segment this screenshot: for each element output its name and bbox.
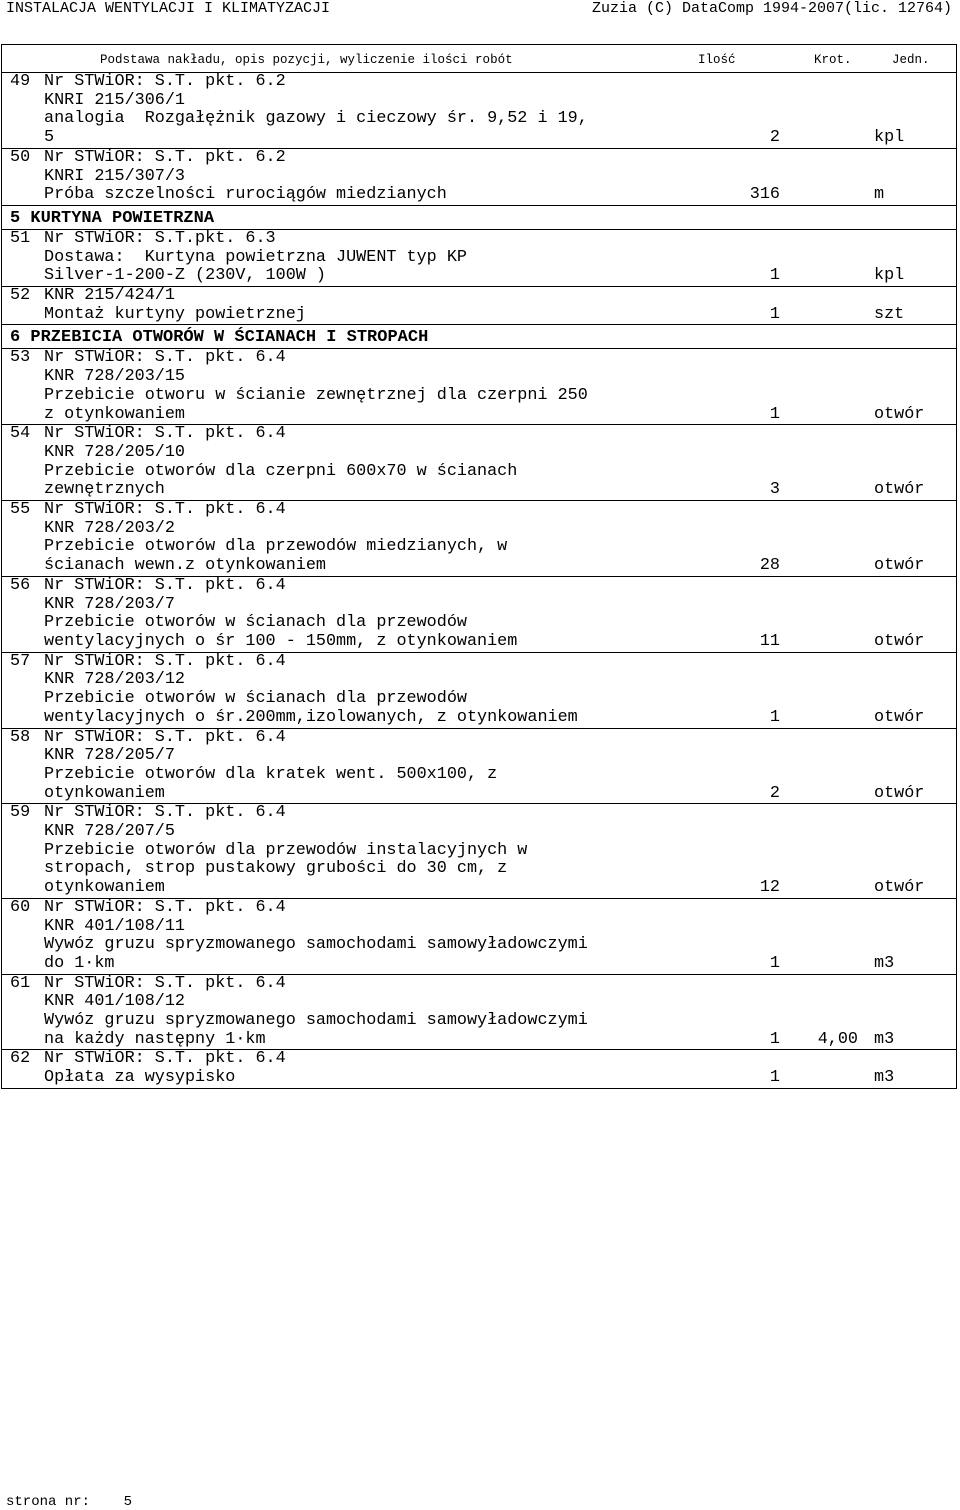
item-line: z otynkowaniem (44, 404, 185, 424)
item-line: Przebicie otworów dla przewodów miedzianych, w (44, 537, 508, 557)
cost-estimate-table (1, 72, 957, 1089)
item-line: KNR 401/108/11 (44, 916, 185, 936)
item-line: na każdy następny 1·km (44, 1029, 266, 1049)
item-line: KNR 728/205/7 (44, 746, 175, 766)
column-header (1, 44, 957, 72)
item-line: Montaż kurtyny powietrznej (44, 304, 306, 324)
item-line: Nr STWiOR: S.T. pkt. 6.2 (44, 147, 286, 167)
item-line: KNR 728/205/10 (44, 442, 185, 462)
item-line: Opłata za wysypisko (44, 1068, 236, 1088)
item-line: Przebicie otworów dla czerpni 600x70 w ścianach (44, 461, 518, 481)
item-line: Wywóz gruzu spryzmowanego samochodami samowyładowczymi (44, 935, 588, 955)
item-number: 50 (10, 147, 31, 167)
item-cell (2, 425, 956, 500)
page-number: 5 (123, 1494, 133, 1510)
document-header (0, 0, 960, 18)
item-line: KNR 728/203/7 (44, 594, 175, 614)
table-row (2, 287, 957, 325)
item-cell (2, 149, 956, 205)
item-line: Nr STWiOR: S.T. pkt. 6.2 (44, 72, 286, 91)
table-row (2, 148, 957, 205)
page-number-label: strona nr: (6, 1494, 91, 1510)
item-number: 55 (10, 500, 31, 520)
section-title: 5 KURTYNA POWIETRZNA (10, 208, 215, 228)
section-title: 6 PRZEBICIA OTWORÓW W ŚCIANACH I STROPACH (10, 328, 429, 348)
item-quantity: 1 (769, 304, 780, 324)
item-line: Nr STWiOR: S.T. pkt. 6.4 (44, 651, 286, 671)
item-unit: m3 (874, 1068, 895, 1088)
item-quantity: 2 (769, 783, 780, 803)
item-line: Wywóz gruzu spryzmowanego samochodami samowyładowczymi (44, 1011, 588, 1031)
item-line: do 1·km (44, 953, 115, 973)
table-row (2, 425, 957, 501)
item-number: 53 (10, 348, 31, 368)
table-row (2, 349, 957, 425)
item-unit: otwór (874, 707, 925, 727)
item-cell (2, 577, 956, 652)
item-line: Przebicie otworów dla przewodów instalacyjnych w (44, 840, 528, 860)
item-unit: otwór (874, 631, 925, 651)
item-cell (2, 349, 956, 424)
column-qty: Ilość (698, 53, 736, 67)
item-cell (2, 729, 956, 804)
item-line: KNRI 215/306/1 (44, 90, 185, 110)
item-cell (2, 653, 956, 728)
item-line: ścianach wewn.z otynkowaniem (44, 556, 326, 576)
item-unit: kpl (874, 266, 905, 286)
item-line: Przebicie otworów w ścianach dla przewodów (44, 613, 467, 633)
item-quantity: 1 (769, 707, 780, 727)
page-footer (6, 1494, 132, 1510)
item-unit: otwór (874, 783, 925, 803)
item-number: 62 (10, 1049, 31, 1069)
item-line: Nr STWiOR: S.T. pkt. 6.4 (44, 500, 286, 520)
item-line: Próba szczelności rurociągów miedzianych (44, 185, 447, 205)
table-row (2, 652, 957, 728)
item-number: 57 (10, 651, 31, 671)
item-quantity: 1 (769, 404, 780, 424)
item-line: KNR 728/203/12 (44, 670, 185, 690)
item-line: Nr STWiOR: S.T. pkt. 6.4 (44, 1049, 286, 1069)
item-quantity: 1 (769, 953, 780, 973)
table-row (2, 576, 957, 652)
item-line: Przebicie otworu w ścianie zewnętrznej dla czerpni 250 (44, 385, 588, 405)
table-row (2, 728, 957, 804)
item-line: otynkowaniem (44, 878, 165, 898)
item-line: zewnętrznych (44, 480, 165, 500)
item-quantity: 316 (749, 185, 780, 205)
item-quantity: 2 (769, 128, 780, 148)
item-number: 61 (10, 973, 31, 993)
item-multiplier: 4,00 (817, 1029, 858, 1049)
item-line: otynkowaniem (44, 783, 165, 803)
item-quantity: 1 (769, 1029, 780, 1049)
item-unit: otwór (874, 480, 925, 500)
item-unit: otwór (874, 556, 925, 576)
item-line: KNR 401/108/12 (44, 992, 185, 1012)
item-line: KNRI 215/307/3 (44, 166, 185, 186)
item-number: 59 (10, 803, 31, 823)
item-cell (2, 73, 956, 148)
item-line: 5 (44, 128, 55, 148)
item-unit: m (874, 185, 885, 205)
item-line: KNR 728/203/15 (44, 367, 185, 387)
column-desc: Podstawa nakładu, opis pozycji, wyliczenie ilości robót (100, 53, 513, 67)
item-line: Nr STWiOR: S.T. pkt. 6.4 (44, 897, 286, 917)
item-line: KNR 728/203/2 (44, 518, 175, 538)
item-line: Nr STWiOR: S.T.pkt. 6.3 (44, 228, 276, 248)
item-line: wentylacyjnych o śr.200mm,izolowanych, z otynkowaniem (44, 707, 578, 727)
table-row (2, 229, 957, 286)
item-number: 58 (10, 727, 31, 747)
item-line: Przebicie otworów w ścianach dla przewodów (44, 689, 467, 709)
item-line: Nr STWiOR: S.T. pkt. 6.4 (44, 424, 286, 444)
item-quantity: 28 (759, 556, 780, 576)
item-line: Dostawa: Kurtyna powietrzna JUWENT typ KP (44, 247, 467, 267)
item-quantity: 1 (769, 266, 780, 286)
item-line: Nr STWiOR: S.T. pkt. 6.4 (44, 727, 286, 747)
item-line: Nr STWiOR: S.T. pkt. 6.4 (44, 803, 286, 823)
item-unit: otwór (874, 404, 925, 424)
document-title: INSTALACJA WENTYLACJI I KLIMATYZACJI (6, 0, 331, 17)
item-quantity: 11 (759, 631, 780, 651)
item-number: 56 (10, 575, 31, 595)
item-unit: kpl (874, 128, 905, 148)
item-unit: otwór (874, 878, 925, 898)
item-number: 60 (10, 897, 31, 917)
item-quantity: 1 (769, 1068, 780, 1088)
item-number: 54 (10, 424, 31, 444)
table-row (2, 73, 957, 149)
item-cell (2, 1050, 956, 1087)
table-row (2, 898, 957, 974)
section-row (2, 325, 957, 349)
item-cell (2, 501, 956, 576)
item-cell (2, 804, 956, 898)
item-quantity: 3 (769, 480, 780, 500)
item-number: 51 (10, 228, 31, 248)
item-cell (2, 230, 956, 286)
item-line: Nr STWiOR: S.T. pkt. 6.4 (44, 973, 286, 993)
table-row (2, 804, 957, 899)
item-line: Nr STWiOR: S.T. pkt. 6.4 (44, 348, 286, 368)
table-row (2, 1050, 957, 1088)
item-line: wentylacyjnych o śr 100 - 150mm, z otynkowaniem (44, 631, 518, 651)
item-unit: m3 (874, 1029, 895, 1049)
table-row (2, 501, 957, 577)
software-copyright: Zuzia (C) DataComp 1994-2007(lic. 12764) (591, 0, 952, 17)
item-cell (2, 899, 956, 974)
item-line: KNR 215/424/1 (44, 286, 175, 306)
item-unit: m3 (874, 953, 895, 973)
column-krot: Krot. (814, 53, 852, 67)
item-line: Przebicie otworów dla kratek went. 500x100, z (44, 764, 498, 784)
item-unit: szt (874, 304, 905, 324)
item-number: 52 (10, 286, 31, 306)
item-line: Nr STWiOR: S.T. pkt. 6.4 (44, 575, 286, 595)
section-row (2, 205, 957, 229)
column-unit: Jedn. (892, 53, 930, 67)
item-line: KNR 728/207/5 (44, 822, 175, 842)
table-row (2, 974, 957, 1050)
item-cell (2, 287, 956, 324)
item-quantity: 12 (759, 878, 780, 898)
item-line: stropach, strop pustakowy grubości do 30 cm, z (44, 859, 508, 879)
item-line: Silver-1-200-Z (230V, 100W ) (44, 266, 326, 286)
item-number: 49 (10, 72, 31, 91)
item-line: analogia Rozgałężnik gazowy i cieczowy śr. 9,52 i 19, (44, 109, 588, 129)
item-cell (2, 975, 956, 1050)
